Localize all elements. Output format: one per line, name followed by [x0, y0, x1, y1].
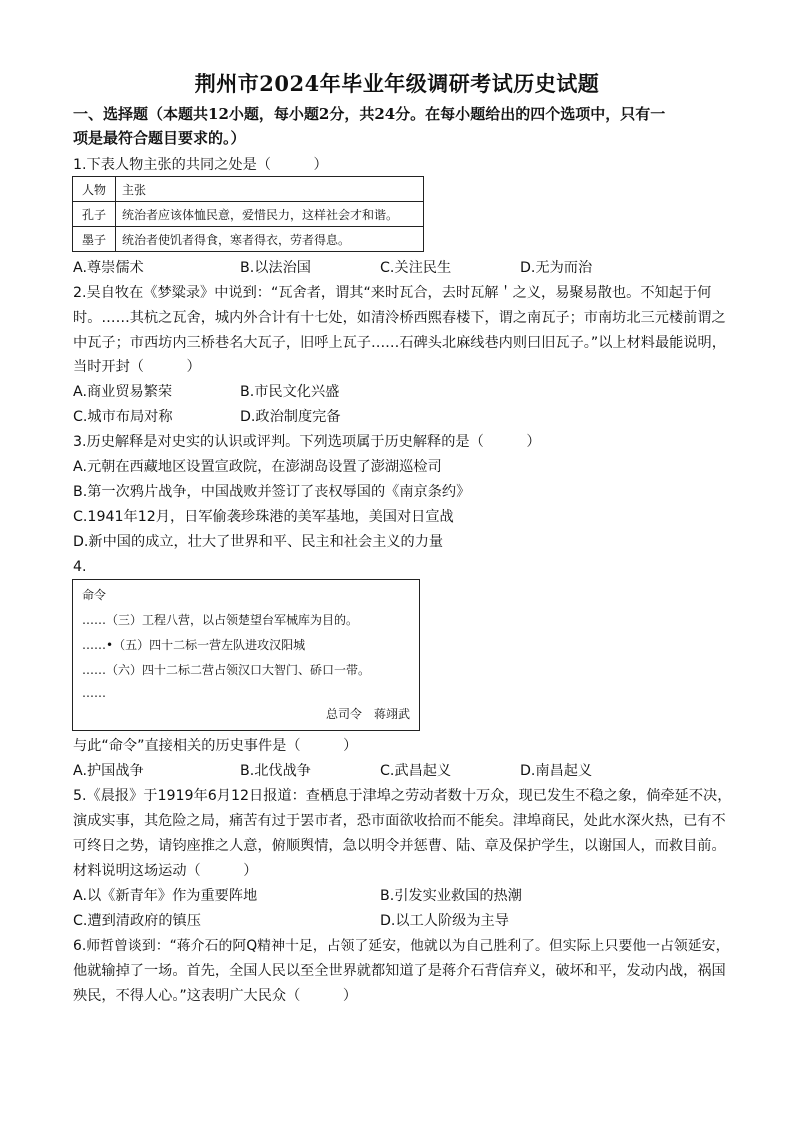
q2-option-a: A.商业贸易繁荣 — [73, 384, 173, 400]
q1-stem: 1.下表人物主张的共同之处是（ ） — [73, 157, 328, 173]
q5-option-a: A.以《新青年》作为重要阵地 — [73, 888, 258, 904]
q6-line: 他就输掉了一场。首先，全国人民以至全世界就都知道了是蒋介石背信弃义，破坏和平，发动内战，祸国 — [73, 963, 726, 979]
command-line: ……•（五）四十二标一营左队进攻汉阳城 — [82, 638, 306, 652]
table-cell: 孔子 — [73, 202, 116, 227]
q5-line: 材料说明这场运动（ ） — [73, 863, 258, 879]
q2-line: 中瓦子；市西坊内三桥巷名大瓦子，旧呼上瓦子……石碑头北麻线巷内则曰旧瓦子。”以上材料最能说明， — [73, 335, 726, 351]
q5-line: 5.《晨报》于1919年6月12日报道：查栖息于津埠之劳动者数十万众，现已发生不稳之象，倘牵延不决， — [73, 788, 732, 804]
q3-option-b: B.第一次鸦片战争，中国战败并签订了丧权辱国的《南京条约》 — [73, 484, 471, 500]
q2-option-c: C.城市布局对称 — [73, 409, 173, 425]
q4-option-c: C.武昌起义 — [380, 763, 452, 779]
q3-option-d: D.新中国的成立，壮大了世界和平、民主和社会主义的力量 — [73, 534, 444, 550]
q4-command-box — [72, 579, 420, 731]
page-title: 荆州市2024年毕业年级调研考试历史试题 — [194, 71, 600, 96]
table-cell: 统治者使饥者得食，寒者得衣，劳者得息。 — [116, 227, 424, 252]
q1-option-d: D.无为而治 — [520, 260, 593, 276]
command-line: ……（三）工程八营，以占领楚望台军械库为目的。 — [82, 613, 359, 627]
q2-option-b: B.市民文化兴盛 — [240, 384, 340, 400]
table-header-cell: 人物 — [73, 177, 116, 202]
q1-option-a: A.尊崇儒术 — [73, 260, 144, 276]
q1-option-c: C.关注民生 — [380, 260, 452, 276]
q3-stem: 3.历史解释是对史实的认识或评判。下列选项属于历史解释的是（ ） — [73, 434, 541, 450]
q5-option-c: C.遭到清政府的镇压 — [73, 913, 201, 929]
q3-option-c: C.1941年12月，日军偷袭珍珠港的美军基地，美国对日宣战 — [73, 509, 454, 525]
q2-line: 2.吴自牧在《梦粱录》中说到：“瓦舍者，谓其“来时瓦合，去时瓦解＇之义，易聚易散也。不知起于何 — [73, 285, 712, 301]
q4-option-d: D.南昌起义 — [520, 763, 593, 779]
q4-option-b: B.北伐战争 — [240, 763, 311, 779]
q6-line: 6.师哲曾谈到：“蒋介石的阿Q精神十足，占领了延安，他就以为自己胜利了。但实际上只要他一占领延安， — [73, 938, 730, 954]
q5-option-b: B.引发实业救国的热潮 — [380, 888, 522, 904]
q1-table — [72, 176, 424, 252]
command-signature: 总司令 蒋翊武 — [325, 707, 410, 721]
table-cell: 统治者应该体恤民意，爱惜民力，这样社会才和谐。 — [116, 202, 424, 227]
q2-line: 当时开封（ ） — [73, 359, 201, 375]
q1-option-b: B.以法治国 — [240, 260, 311, 276]
command-line: ……（六）四十二标二营占领汉口大智门、硚口一带。 — [82, 663, 371, 677]
q2-line: 时。……其杭之瓦舍，城内外合计有十七处，如清泠桥西熙春楼下，谓之南瓦子；市南坊北三元楼前谓之 — [73, 310, 726, 326]
section-heading-line-2: 项是最符合题目要求的。） — [73, 129, 246, 147]
table-header-cell: 主张 — [116, 177, 424, 202]
q3-option-a: A.元朝在西藏地区设置宣政院，在澎湖岛设置了澎湖巡检司 — [73, 459, 442, 475]
command-line: …… — [82, 686, 106, 700]
q2-option-d: D.政治制度完备 — [240, 409, 341, 425]
q5-line: 演成实事，其危险之局，痛苦有过于罢市者，恐市面欲收拾而不能矣。津埠商民，处此水深火热，已有不 — [73, 813, 726, 829]
table-row — [73, 177, 424, 202]
section-heading-line-1: 一、选择题（本题共12小题，每小题2分，共24分。在每小题给出的四个选项中，只有一 — [73, 105, 666, 123]
table-row — [73, 202, 424, 227]
q4-number: 4. — [73, 559, 87, 575]
q4-option-a: A.护国战争 — [73, 763, 144, 779]
command-heading: 命令 — [82, 588, 107, 602]
table-cell: 墨子 — [73, 227, 116, 252]
table-row — [73, 227, 424, 252]
q5-line: 可终日之势，请钧座推之人意，俯顺舆情，急以明令并惩曹、陆、章及保护学生，以谢国人，而救目前。 — [73, 838, 726, 854]
q5-option-d: D.以工人阶级为主导 — [380, 913, 509, 929]
q6-line: 殃民，不得人心。”这表明广大民众（ ） — [73, 988, 358, 1004]
q4-stem: 与此“命令”直接相关的历史事件是（ ） — [73, 738, 358, 754]
